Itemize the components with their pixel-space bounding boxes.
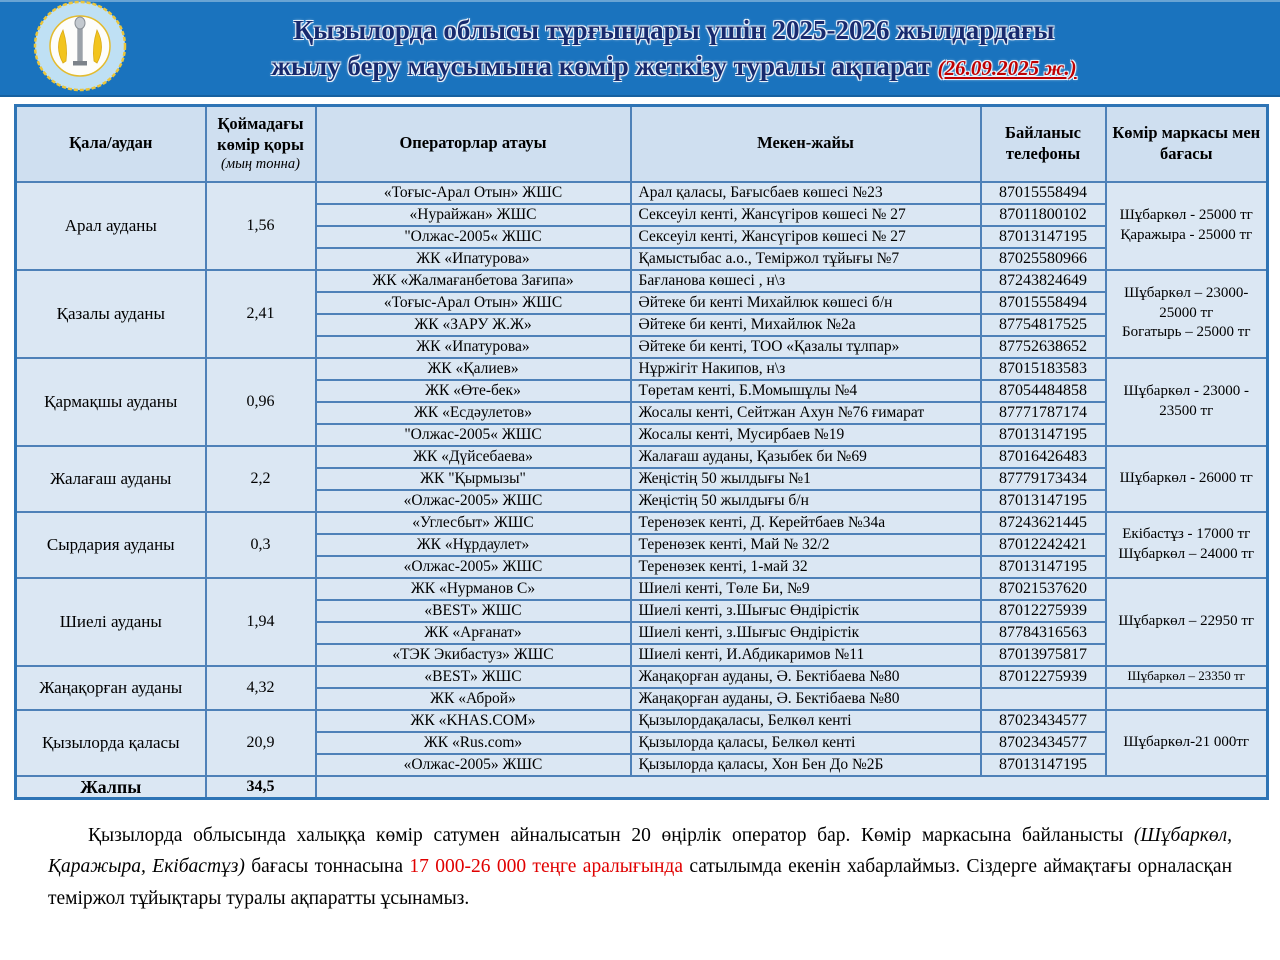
operator-cell: «ТЭК Экибастуз» ЖШС xyxy=(316,644,631,666)
phone-cell: 87025580966 xyxy=(981,248,1106,270)
phone-cell: 87243621445 xyxy=(981,512,1106,534)
operator-cell: ЖК «Нурманов С» xyxy=(316,578,631,600)
address-cell: Сексеуіл кенті, Жансүгіров көшесі № 27 xyxy=(631,226,981,248)
table-body xyxy=(16,182,1268,799)
phone-cell: 87023434577 xyxy=(981,710,1106,732)
page-title-line1: Қызылорда облысы тұрғындары үшін 2025-2026 жылдардағы xyxy=(293,14,1055,45)
phone-cell: 87784316563 xyxy=(981,622,1106,644)
operator-cell: "Олжас-2005« ЖШС xyxy=(316,226,631,248)
operator-cell: ЖК «KHAS.COM» xyxy=(316,710,631,732)
address-cell: Шиелі кенті, з.Шығыс Өндірістік xyxy=(631,622,981,644)
address-cell: Әйтеке би кенті, Михайлюк №2а xyxy=(631,314,981,336)
coal-supply-table xyxy=(14,104,1269,800)
operator-cell: ЖК «Қалиев» xyxy=(316,358,631,380)
district-cell: Жаңақорған ауданы xyxy=(16,666,206,710)
phone-cell: 87754817525 xyxy=(981,314,1106,336)
page-title-line2: жылу беру маусымына көмір жеткізу туралы ақпарат (26.09.2025 ж.) xyxy=(271,50,1077,81)
operator-cell: ЖК "Қырмызы" xyxy=(316,468,631,490)
stock-cell: 20,9 xyxy=(206,710,316,776)
address-cell: Теренөзек кенті, 1-май 32 xyxy=(631,556,981,578)
address-cell: Қызылордақаласы, Белкөл кенті xyxy=(631,710,981,732)
price-cell xyxy=(1106,688,1268,710)
table-row xyxy=(16,446,1268,468)
total-value: 34,5 xyxy=(206,776,316,799)
table-row xyxy=(16,182,1268,204)
phone-cell: 87012275939 xyxy=(981,600,1106,622)
operator-cell: «Нурайжан» ЖШС xyxy=(316,204,631,226)
operator-cell: ЖК «Ипатурова» xyxy=(316,248,631,270)
operator-cell: ЖК «ЗАРУ Ж.Ж» xyxy=(316,314,631,336)
report-date: (26.09.2025 ж.) xyxy=(937,55,1077,80)
phone-cell: 87012242421 xyxy=(981,534,1106,556)
operator-cell: ЖК «Өте-бек» xyxy=(316,380,631,402)
operator-cell: «BEST» ЖШС xyxy=(316,600,631,622)
address-cell: Қамыстыбас а.о., Теміржол тұйығы №7 xyxy=(631,248,981,270)
page-header xyxy=(0,0,1280,97)
operator-cell: «Олжас-2005» ЖШС xyxy=(316,556,631,578)
address-cell: Жосалы кенті, Сейтжан Ахун №76 ғимарат xyxy=(631,402,981,424)
column-header: Байланыс телефоны xyxy=(981,106,1106,182)
operator-cell: ЖК «Аброй» xyxy=(316,688,631,710)
total-label: Жалпы xyxy=(16,776,206,799)
phone-cell: 87013147195 xyxy=(981,754,1106,776)
address-cell: Шиелі кенті, Төле Би, №9 xyxy=(631,578,981,600)
address-cell: Жаңақорған ауданы, Ә. Бектібаева №80 xyxy=(631,688,981,710)
column-header: Көмір маркасы мен бағасы xyxy=(1106,106,1268,182)
summary-coal-brands: (Шұбаркөл, Қаражыра, Екібастұз) xyxy=(48,824,1232,878)
price-cell: Шұбаркөл - 25000 тг Қаражыра - 25000 тг xyxy=(1106,182,1268,270)
address-cell: Теренөзек кенті, Д. Керейтбаев №34а xyxy=(631,512,981,534)
column-header: Қоймадағы көмір қоры (мың тонна) xyxy=(206,106,316,182)
district-cell: Шиелі ауданы xyxy=(16,578,206,666)
address-cell: Жеңістің 50 жылдығы №1 xyxy=(631,468,981,490)
phone-cell xyxy=(981,688,1106,710)
operator-cell: «Олжас-2005» ЖШС xyxy=(316,490,631,512)
district-cell: Арал ауданы xyxy=(16,182,206,270)
phone-cell: 87015558494 xyxy=(981,292,1106,314)
phone-cell: 87013147195 xyxy=(981,226,1106,248)
address-cell: Жеңістің 50 жылдығы б/н xyxy=(631,490,981,512)
table-row xyxy=(16,578,1268,600)
operator-cell: ЖК «Нұрдаулет» xyxy=(316,534,631,556)
stock-cell: 4,32 xyxy=(206,666,316,710)
phone-cell: 87012275939 xyxy=(981,666,1106,688)
address-cell: Бағланова көшесі , н\з xyxy=(631,270,981,292)
address-cell: Нұржігіт Накипов, н\з xyxy=(631,358,981,380)
price-cell: Шұбаркөл – 23000-25000 тг Богатырь – 25000 тг xyxy=(1106,270,1268,358)
phone-cell: 87011800102 xyxy=(981,204,1106,226)
price-cell: Шұбаркөл - 23000 - 23500 тг xyxy=(1106,358,1268,446)
price-cell: Шұбаркөл – 23350 тг xyxy=(1106,666,1268,688)
address-cell: Әйтеке би кенті Михайлюк көшесі б/н xyxy=(631,292,981,314)
address-cell: Әйтеке би кенті, ТОО «Қазалы тұлпар» xyxy=(631,336,981,358)
operator-cell: «Тоғыс-Арал Отын» ЖШС xyxy=(316,292,631,314)
district-cell: Қызылорда қаласы xyxy=(16,710,206,776)
address-cell: Жосалы кенті, Мусирбаев №19 xyxy=(631,424,981,446)
operator-cell: ЖК «Rus.com» xyxy=(316,732,631,754)
address-cell: Жаңақорған ауданы, Ә. Бектібаева №80 xyxy=(631,666,981,688)
address-cell: Қызылорда қаласы, Белкөл кенті xyxy=(631,732,981,754)
district-cell: Жалағаш ауданы xyxy=(16,446,206,512)
address-cell: Шиелі кенті, И.Абдикаримов №11 xyxy=(631,644,981,666)
stock-cell: 2,41 xyxy=(206,270,316,358)
stock-cell: 0,3 xyxy=(206,512,316,578)
operator-cell: «Углесбыт» ЖШС xyxy=(316,512,631,534)
phone-cell: 87013147195 xyxy=(981,490,1106,512)
operator-cell: ЖК «Дүйсебаева» xyxy=(316,446,631,468)
operator-cell: ЖК «Арғанат» xyxy=(316,622,631,644)
phone-cell: 87771787174 xyxy=(981,402,1106,424)
column-header: Қала/аудан xyxy=(16,106,206,182)
stock-cell: 1,94 xyxy=(206,578,316,666)
summary-text-2: бағасы тоннасына xyxy=(244,856,410,878)
phone-cell: 87243824649 xyxy=(981,270,1106,292)
summary-text-3: сатылымда екенін хабарлаймыз. Сіздерге аймақтағы орналасқан теміржол тұйықтары туралы ақпаратты ұсынамыз. xyxy=(48,856,1233,909)
phone-cell: 87779173434 xyxy=(981,468,1106,490)
operator-cell: ЖК «Есдәулетов» xyxy=(316,402,631,424)
table-row xyxy=(16,270,1268,292)
phone-cell: 87023434577 xyxy=(981,732,1106,754)
phone-cell: 87013147195 xyxy=(981,424,1106,446)
phone-cell: 87054484858 xyxy=(981,380,1106,402)
table-row xyxy=(16,710,1268,732)
total-row xyxy=(16,776,1268,799)
address-cell: Қызылорда қаласы, Хон Бен До №2Б xyxy=(631,754,981,776)
phone-cell: 87013975817 xyxy=(981,644,1106,666)
address-cell: Сексеуіл кенті, Жансүгіров көшесі № 27 xyxy=(631,204,981,226)
stock-cell: 2,2 xyxy=(206,446,316,512)
column-header: Мекен-жайы xyxy=(631,106,981,182)
address-cell: Шиелі кенті, з.Шығыс Өндірістік xyxy=(631,600,981,622)
price-cell: Шұбаркөл - 26000 тг xyxy=(1106,446,1268,512)
district-cell: Қазалы ауданы xyxy=(16,270,206,358)
price-cell: Екібастұз - 17000 тг Шұбаркөл – 24000 тг xyxy=(1106,512,1268,578)
org-logo xyxy=(32,0,128,97)
operator-cell: ЖК «Жалмағанбетова Зағипа» xyxy=(316,270,631,292)
address-cell: Арал қаласы, Бағысбаев көшесі №23 xyxy=(631,182,981,204)
phone-cell: 87013147195 xyxy=(981,556,1106,578)
price-cell: Шұбаркөл – 22950 тг xyxy=(1106,578,1268,666)
address-cell: Жалағаш ауданы, Қазыбек би №69 xyxy=(631,446,981,468)
total-spacer xyxy=(316,776,1268,799)
summary-text-1: Қызылорда облысында халыққа көмір сатумен айналысатын 20 өңірлік оператор бар. Көмір маркасына байланысты xyxy=(88,824,1134,846)
operator-cell: «Олжас-2005» ЖШС xyxy=(316,754,631,776)
phone-cell: 87015558494 xyxy=(981,182,1106,204)
table-row xyxy=(16,512,1268,534)
district-cell: Сырдария ауданы xyxy=(16,512,206,578)
emblem-icon xyxy=(32,0,128,92)
phone-cell: 87752638652 xyxy=(981,336,1106,358)
table-row xyxy=(16,358,1268,380)
stock-cell: 1,56 xyxy=(206,182,316,270)
operator-cell: "Олжас-2005« ЖШС xyxy=(316,424,631,446)
summary-price-range: 17 000-26 000 теңге аралығында xyxy=(409,856,683,878)
address-cell: Теренөзек кенті, Май № 32/2 xyxy=(631,534,981,556)
summary-paragraph xyxy=(48,820,1232,915)
phone-cell: 87015183583 xyxy=(981,358,1106,380)
table-header xyxy=(16,106,1268,182)
district-cell: Қармақшы ауданы xyxy=(16,358,206,446)
column-header: Операторлар атауы xyxy=(316,106,631,182)
operator-cell: «BEST» ЖШС xyxy=(316,666,631,688)
price-cell: Шұбаркөл-21 000тг xyxy=(1106,710,1268,776)
stock-cell: 0,96 xyxy=(206,358,316,446)
phone-cell: 87016426483 xyxy=(981,446,1106,468)
table-row xyxy=(16,666,1268,688)
operator-cell: ЖК «Ипатурова» xyxy=(316,336,631,358)
phone-cell: 87021537620 xyxy=(981,578,1106,600)
operator-cell: «Тоғыс-Арал Отын» ЖШС xyxy=(316,182,631,204)
address-cell: Төретам кенті, Б.Момышұлы №4 xyxy=(631,380,981,402)
